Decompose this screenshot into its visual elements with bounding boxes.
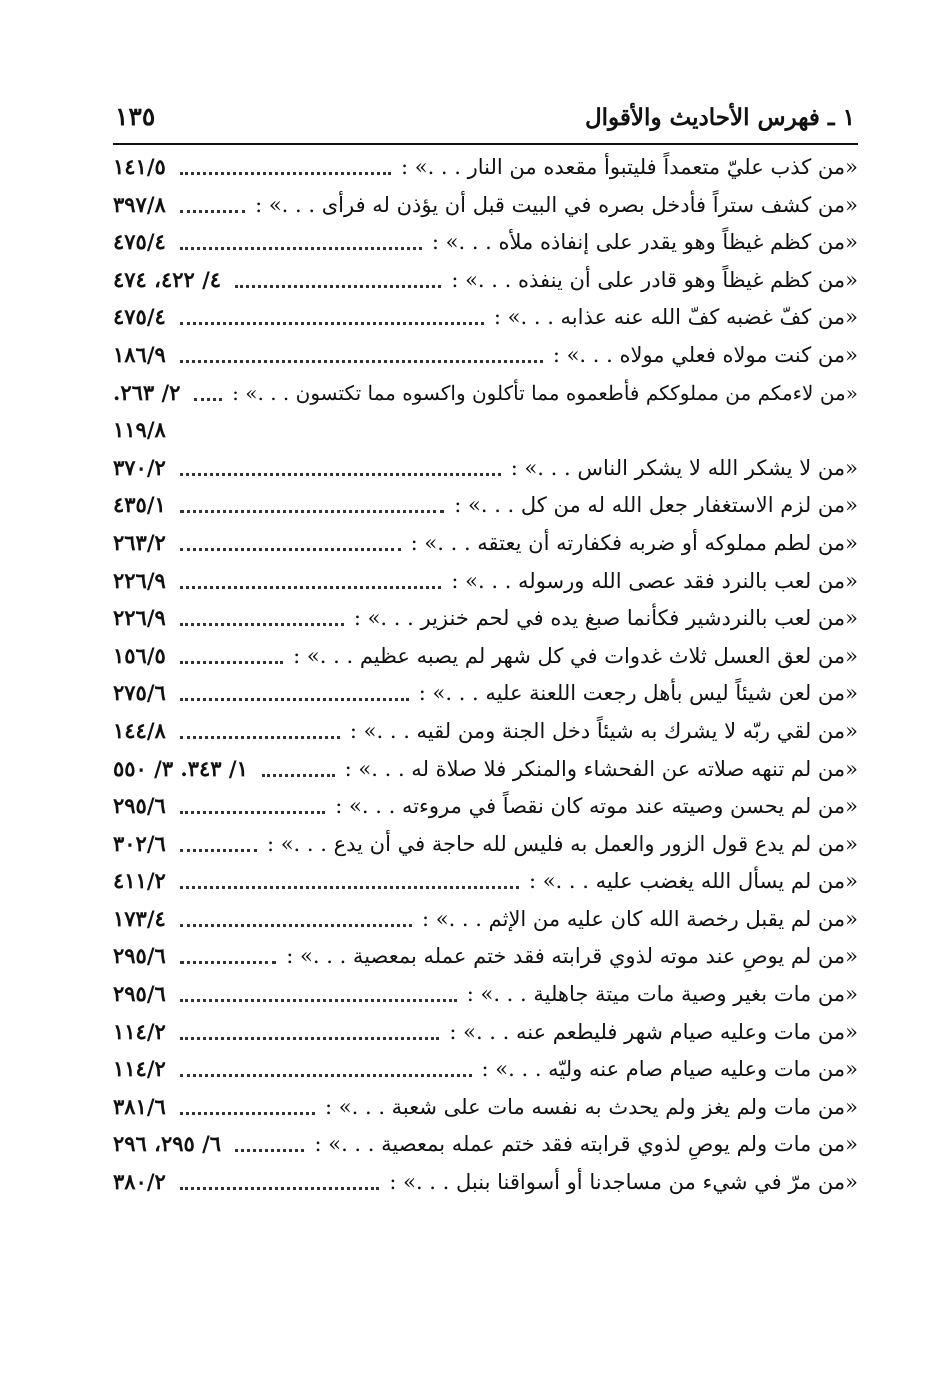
entry-reference: ١٤١/٥ xyxy=(113,154,166,179)
index-entry xyxy=(113,150,858,188)
dot-leader xyxy=(180,510,444,513)
index-entry xyxy=(113,1127,858,1165)
entry-text: «من لم تنهه صلاته عن الفحشاء والمنكر فلا صلاة له . . .» : xyxy=(344,756,858,781)
entry-reference: ١٤٤/٨ xyxy=(113,717,166,743)
index-entry xyxy=(113,300,858,338)
entry-reference: ٦/ ٢٩٥، ٢٩٦ xyxy=(113,1131,222,1157)
entry-reference: ١٧٣/٤ xyxy=(113,905,166,931)
entry-text: «من مرّ في شيء من مساجدنا أو أسواقنا بنبل . . .» : xyxy=(389,1170,858,1195)
entry-reference: ٣٩٧/٨ xyxy=(113,191,166,217)
entry-text: «من لقي ربّه لا يشرك به شيئاً دخل الجنة ومن لقيه . . .» : xyxy=(349,718,858,743)
entry-reference: ١١٩/٨ xyxy=(113,417,166,443)
index-entry xyxy=(113,526,858,564)
entry-reference: ٢٦٣/٢ xyxy=(113,529,166,555)
entry-reference: ١٥٦/٥ xyxy=(113,642,166,668)
entry-reference: ١١٤/٢ xyxy=(113,1056,166,1082)
entry-reference: ٢٩٥/٦ xyxy=(113,981,166,1007)
dot-leader xyxy=(194,398,222,401)
index-entry xyxy=(113,789,858,827)
dot-leader xyxy=(180,1187,379,1190)
index-entry xyxy=(113,676,858,714)
dot-leader xyxy=(180,924,412,927)
entry-reference: ٢٩٥/٦ xyxy=(113,943,166,969)
header-rule xyxy=(113,143,858,145)
entry-text: «من مات ولم يغز ولم يحدث به نفسه مات على شعبة . . .» : xyxy=(325,1094,858,1119)
entry-text: «من لم يسأل الله يغضب عليه . . .» : xyxy=(528,869,858,894)
entry-text: «من لم يحسن وصيته عند موته كان نقصاً في مروءته . . .» : xyxy=(335,794,858,819)
dot-leader xyxy=(180,586,441,589)
entry-reference: ٤٧٥/٤ xyxy=(113,229,166,255)
dot-leader xyxy=(180,322,484,325)
entry-text: «من لطم مملوكه أو ضربه فكفارته أن يعتقه . . .» : xyxy=(410,530,858,555)
index-entry xyxy=(113,488,858,526)
dot-leader xyxy=(180,661,283,664)
index-entry xyxy=(113,451,858,489)
index-entry xyxy=(113,413,858,451)
index-entry xyxy=(113,338,858,376)
index-entry xyxy=(113,639,858,677)
entry-text: «من كذب عليّ متعمداً فليتبوأ مقعده من النار . . .» : xyxy=(400,155,858,179)
entry-reference: ١٨٦/٩ xyxy=(113,341,166,367)
entry-text: «من لعق العسل ثلاث غدوات في كل شهر لم يصبه عظيم . . .» : xyxy=(293,643,858,668)
dot-leader xyxy=(180,849,257,852)
dot-leader xyxy=(180,736,340,739)
index-entry xyxy=(113,225,858,263)
entry-text: «من مات ولم يوصِ لذوي قرابته فقد ختم عمله بمعصية . . .» : xyxy=(314,1132,858,1157)
entry-text: «من لعب بالنردشير فكأنما صبغ يده في لحم خنزير . . .» : xyxy=(353,606,858,631)
dot-leader xyxy=(180,1112,315,1115)
dot-leader xyxy=(180,698,409,701)
entry-reference: ٤٣٥/١ xyxy=(113,492,166,518)
entry-text: «من لعب بالنرد فقد عصى الله ورسوله . . .» : xyxy=(451,568,858,593)
dot-leader xyxy=(180,999,457,1002)
index-entry xyxy=(113,714,858,752)
index-entry xyxy=(113,977,858,1015)
page-header xyxy=(115,100,855,142)
dot-leader xyxy=(180,210,245,213)
entry-text: «من لعن شيئاً ليس بأهل رجعت اللعنة عليه . . .» : xyxy=(418,681,858,706)
index-entry xyxy=(113,1052,858,1090)
dot-leader xyxy=(180,811,325,814)
section-title: ١ ـ فهرس الأحاديث والأقوال xyxy=(584,104,855,131)
entry-text: «من مات وعليه صيام شهر فليطعم عنه . . .» : xyxy=(449,1019,858,1044)
entry-reference: ٣٨٠/٢ xyxy=(113,1169,166,1195)
entry-reference: ٢٢٦/٩ xyxy=(113,567,166,593)
entry-text: «من كظم غيظاً وهو قادر على أن ينفذه . . .» : xyxy=(451,267,858,292)
index-entry xyxy=(113,188,858,226)
entry-text: «من كفّ غضبه كفّ الله عنه عذابه . . .» : xyxy=(493,305,858,330)
dot-leader xyxy=(180,961,276,964)
dot-leader xyxy=(180,548,401,551)
dot-leader xyxy=(180,473,501,476)
entry-reference: ١١٤/٢ xyxy=(113,1018,166,1044)
entry-text: «من مات وعليه صيام صام عنه وليّه . . .» : xyxy=(481,1057,858,1082)
index-entry xyxy=(113,752,858,790)
index-entry xyxy=(113,864,858,902)
entry-text: «من كظم غيظاً وهو يقدر على إنفاذه ملأه . . .» : xyxy=(431,230,858,255)
entry-text: «من لاءمكم من مملوككم فأطعموه مما تأكلون واكسوه مما تكتسون . . .» : xyxy=(232,380,858,405)
index-entry xyxy=(113,827,858,865)
entry-reference: ١/ ٣٤٣. ٣/ ٥٥٠ xyxy=(113,755,248,781)
dot-leader xyxy=(180,360,543,363)
index-entry xyxy=(113,939,858,977)
entry-text: «من لزم الاستغفار جعل الله له من كل . . .» : xyxy=(454,493,858,518)
index-entry xyxy=(113,1015,858,1053)
entry-text: «من كنت مولاه فعلي مولاه . . .» : xyxy=(552,342,858,367)
entry-reference: ٣٠٢/٦ xyxy=(113,830,166,856)
index-entry xyxy=(113,376,858,414)
dot-leader xyxy=(180,247,422,250)
entry-text: «من كشف ستراً فأدخل بصره في البيت قبل أن يؤذن له فرأى . . .» : xyxy=(255,192,858,217)
index-entry xyxy=(113,564,858,602)
entry-text: «من لم يوصِ عند موته لذوي قرابته فقد ختم عمله بمعصية . . .» : xyxy=(286,944,858,969)
entry-reference: ٣٧٠/٢ xyxy=(113,454,166,480)
entry-text: «من لم يدع قول الزور والعمل به فليس لله حاجة في أن يدع . . .» : xyxy=(266,831,858,856)
dot-leader xyxy=(180,1074,472,1077)
dot-leader xyxy=(180,1037,439,1040)
entry-reference: ٢٩٥/٦ xyxy=(113,793,166,819)
entry-text: «من مات بغير وصية مات ميتة جاهلية . . .» : xyxy=(466,982,858,1007)
index-entry xyxy=(113,263,858,301)
index-entry xyxy=(113,902,858,940)
dot-leader xyxy=(180,886,519,889)
entry-reference: ٢٢٦/٩ xyxy=(113,605,166,631)
page-number: ١٣٥ xyxy=(115,102,156,131)
entry-text: «من لا يشكر الله لا يشكر الناس . . .» : xyxy=(510,455,858,480)
dot-leader xyxy=(180,172,391,175)
index-entry xyxy=(113,601,858,639)
entry-reference: ٤١١/٢ xyxy=(113,868,166,894)
index-entry xyxy=(113,1090,858,1128)
entry-reference: ٣٨١/٦ xyxy=(113,1093,166,1119)
hadith-index-list xyxy=(113,150,858,1203)
dot-leader xyxy=(262,774,335,777)
index-entry xyxy=(113,1165,858,1203)
entry-text: «من لم يقبل رخصة الله كان عليه من الإثم . . .» : xyxy=(421,906,858,931)
dot-leader xyxy=(235,285,441,288)
entry-reference: ٤٧٥/٤ xyxy=(113,304,166,330)
dot-leader xyxy=(235,1149,304,1152)
entry-reference: ٤/ ٤٢٢، ٤٧٤ xyxy=(113,266,222,292)
entry-reference: ٢٧٥/٦ xyxy=(113,680,166,706)
dot-leader xyxy=(180,623,344,626)
entry-reference: ٢/ ٢٦٣. xyxy=(113,379,181,405)
